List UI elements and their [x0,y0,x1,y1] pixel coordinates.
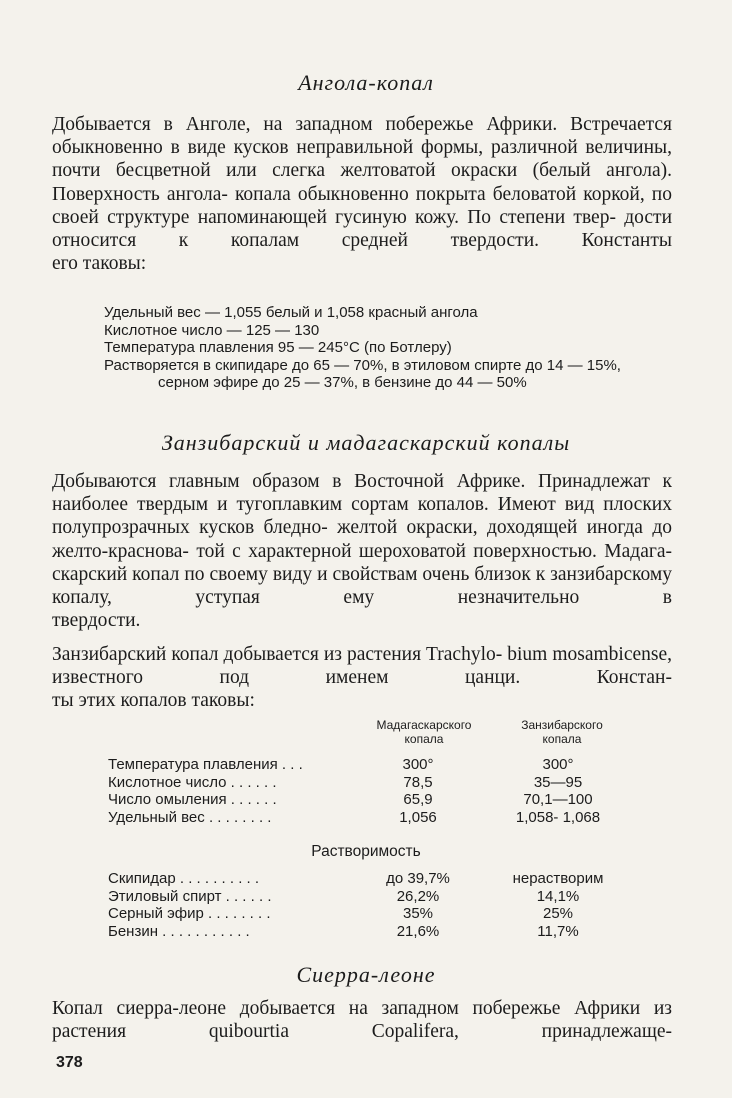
text-line: bium mosambicense, известного под именем цанци. Констан- [52,644,673,689]
text-line: Принадлежат к наиболее твердым и тугоплавким сортам [52,471,672,516]
cell-zanzibar: 14,1% [536,887,580,905]
cell-zanzibar: 11,7% [537,922,579,940]
sierra-leone-paragraph [52,997,672,1043]
table-row [108,791,628,809]
text-line: ты этих копалов таковы: [52,690,255,712]
text-line: скарский копал по своему виду и свойствам очень близок [52,563,531,585]
angola-constants-list [104,304,624,392]
text-line: копала обыкновенно покрыта беловатой коркой, по своей [52,183,672,228]
table-row [108,905,628,923]
constant-item: Температура плавления 95 — 245°С (по Ботлеру) [104,339,452,357]
cell-madagascar: 78,5 [403,773,433,791]
zanzibar-paragraph-2 [52,643,672,713]
column-header-madagascar [362,718,486,746]
text-line: твердости. [52,610,141,632]
cell-zanzibar: 35—95 [533,773,583,791]
row-label: Кислотное число . . . . . . [108,773,277,791]
text-line: структуре напоминающей гусиную кожу. По степени твер- [107,206,616,228]
row-label: Число омыления . . . . . . [108,791,277,809]
text-line: дости относится к копалам средней твердости. Константы [52,206,673,252]
text-line: Встречается обыкновенно в виде кусков неправильной [52,114,672,159]
cell-madagascar: 300° [402,756,434,773]
constant-item: Растворяется в скипидаре до 65 — 70%, в этиловом спирте до 14 — 15%, серном эфире до 25 — 37%, в бензине до 44 — 50% [104,356,621,392]
table-row [108,809,628,827]
solubility-table [108,870,628,940]
text-line: той с характерной шероховатой поверхностью. Мадага- [196,540,673,562]
text-line: Копал сиерра-леоне добывается на западном побережье [52,998,561,1019]
row-label: Скипидар . . . . . . . . . . [108,870,260,887]
column-header-zanzibar [502,718,622,746]
angola-paragraph [52,113,672,275]
text-line: Добываются главным образом в Восточной Африке. [52,471,526,492]
section-heading-zanzibar: Занзибарский и мадагаскарский копалы [161,430,571,455]
table-row [108,870,628,888]
cell-zanzibar: 25% [542,905,574,923]
section-heading-sierra-leone: Сиерра-леоне [296,962,436,987]
text-line: копалов. Имеют вид плоских полупрозрачных кусков бледно- [52,494,672,539]
table-row [108,756,628,774]
cell-zanzibar: 70,1—100 [523,791,593,809]
row-label: Температура плавления . . . [108,756,303,773]
cell-zanzibar: нерастворим [512,870,604,887]
table-row [108,888,628,906]
column-header-line: Занзибарского [521,718,603,732]
cell-madagascar: 35% [402,905,434,923]
section-heading-angola: Ангола-копал [298,70,434,95]
row-label: Бензин . . . . . . . . . . . [108,922,250,940]
text-line: желтоватой окраски (белый ангола). Поверхность ангола- [52,160,673,205]
row-label: Удельный вес . . . . . . . . [108,808,272,826]
text-line: желтой окраски, доходящей иногда до желто-краснова- [52,517,672,562]
row-label: Этиловый спирт . . . . . . [108,887,272,905]
column-header-line: копала [404,732,444,746]
row-label: Серный эфир . . . . . . . . [108,905,271,923]
text-line: Добывается в Анголе, на западном побережье Африки. [52,114,558,135]
column-header-line: копала [542,732,582,746]
text-line: его таковы: [52,253,147,275]
cell-madagascar: 65,9 [403,791,433,809]
text-line: Африки из растения quibourtia Copalifera, принадлежаще- [52,998,672,1043]
text-line: Занзибарский копал добывается из растения Trachylo- [52,644,503,665]
text-line: формы, различной величины, почти бесцветной или слегка [52,137,672,182]
cell-madagascar: 26,2% [396,887,440,905]
text-line: к занзибарскому копалу, уступая ему незначительно в [52,563,673,609]
cell-zanzibar: 1,058- 1,068 [515,808,601,826]
column-header-line: Мадагаскарского [376,718,472,732]
table-row [108,923,628,941]
constant-item: Удельный вес — 1,055 белый и 1,058 красный ангола [104,304,478,321]
cell-madagascar: до 39,7% [386,870,450,887]
page-number: 378 [56,1054,83,1071]
solubility-heading: Растворимость [311,843,421,860]
zanzibar-paragraph-1 [52,470,672,632]
cell-zanzibar: 300° [542,756,574,773]
constants-table [108,756,628,826]
table-row [108,774,628,792]
cell-madagascar: 1,056 [399,808,437,826]
constant-item: Кислотное число — 125 — 130 [104,321,320,339]
cell-madagascar: 21,6% [396,922,440,940]
